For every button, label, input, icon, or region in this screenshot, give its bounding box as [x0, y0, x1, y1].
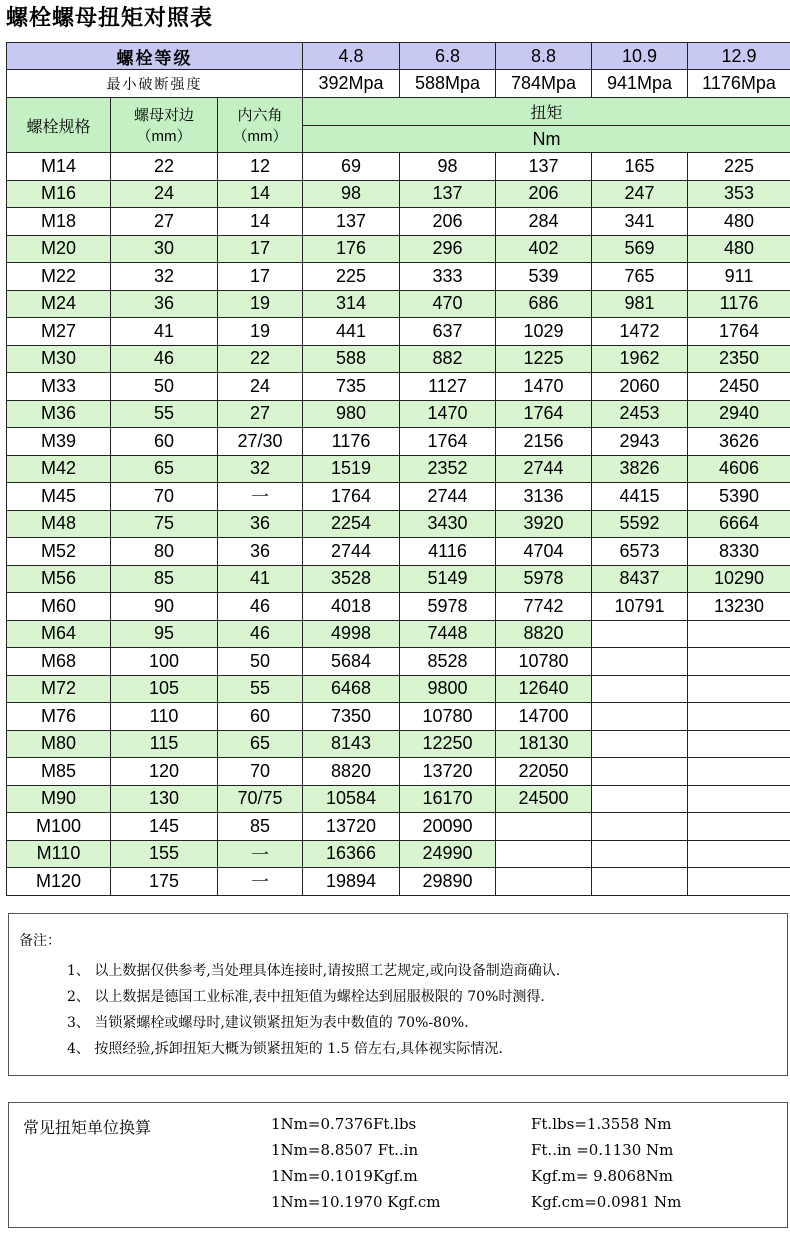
spec-cell: M39: [7, 428, 111, 456]
grade-cell: 4.8: [303, 43, 400, 70]
hex-socket-header: [218, 98, 303, 153]
torque-8-8-cell: 3136: [496, 483, 592, 511]
torque-10-9-cell: [592, 840, 688, 868]
hex-socket-cell: 22: [218, 345, 303, 373]
torque-8-8-cell: 206: [496, 180, 592, 208]
hex-socket-cell: 24: [218, 373, 303, 401]
table-row: [7, 510, 790, 538]
torque-6-8-cell: 24990: [400, 840, 496, 868]
spec-header: 螺栓规格: [7, 98, 111, 153]
conversion-left: 1Nm=8.8507 Ft..in: [271, 1141, 419, 1159]
hex-socket-cell: 46: [218, 620, 303, 648]
torque-4-8-cell: 19894: [303, 868, 400, 896]
torque-4-8-cell: 5684: [303, 648, 400, 676]
torque-6-8-cell: 5978: [400, 593, 496, 621]
torque-unit-header: Nm: [303, 126, 790, 153]
torque-8-8-cell: 7742: [496, 593, 592, 621]
torque-8-8-cell: 24500: [496, 785, 592, 813]
torque-4-8-cell: 441: [303, 318, 400, 346]
spec-cell: M48: [7, 510, 111, 538]
spec-cell: M45: [7, 483, 111, 511]
unit-conversion-box: [8, 1102, 788, 1228]
torque-4-8-cell: 1519: [303, 455, 400, 483]
torque-12-9-cell: 2350: [688, 345, 790, 373]
torque-10-9-cell: [592, 813, 688, 841]
grade-label: 螺栓等级: [7, 43, 303, 70]
torque-6-8-cell: 16170: [400, 785, 496, 813]
torque-12-9-cell: [688, 840, 790, 868]
torque-4-8-cell: 6468: [303, 675, 400, 703]
table-row: [7, 813, 790, 841]
torque-12-9-cell: [688, 730, 790, 758]
hex-socket-cell: 19: [218, 290, 303, 318]
torque-6-8-cell: 1764: [400, 428, 496, 456]
torque-8-8-cell: 2744: [496, 455, 592, 483]
torque-6-8-cell: 29890: [400, 868, 496, 896]
torque-12-9-cell: 480: [688, 208, 790, 236]
torque-12-9-cell: [688, 785, 790, 813]
grade-header-row: [7, 43, 790, 70]
torque-8-8-cell: [496, 813, 592, 841]
torque-10-9-cell: 1962: [592, 345, 688, 373]
torque-6-8-cell: 2744: [400, 483, 496, 511]
torque-6-8-cell: 206: [400, 208, 496, 236]
table-row: [7, 538, 790, 566]
nut-width-cell: 24: [111, 180, 218, 208]
conversion-left: 1Nm=0.1019Kgf.m: [271, 1167, 418, 1185]
spec-cell: M27: [7, 318, 111, 346]
torque-12-9-cell: 1176: [688, 290, 790, 318]
torque-6-8-cell: 20090: [400, 813, 496, 841]
page-title: 螺栓螺母扭矩对照表: [6, 6, 214, 31]
table-row: [7, 648, 790, 676]
conversion-right: Kgf.cm=0.0981 Nm: [531, 1193, 682, 1211]
torque-6-8-cell: 8528: [400, 648, 496, 676]
conversion-heading: 常见扭矩单位换算: [23, 1118, 152, 1137]
table-row: [7, 868, 790, 896]
hex-socket-header-line2: （mm）: [232, 128, 288, 145]
torque-4-8-cell: 7350: [303, 703, 400, 731]
nut-width-cell: 65: [111, 455, 218, 483]
spec-cell: M18: [7, 208, 111, 236]
spec-cell: M36: [7, 400, 111, 428]
torque-12-9-cell: 1764: [688, 318, 790, 346]
spec-cell: M30: [7, 345, 111, 373]
torque-4-8-cell: 1764: [303, 483, 400, 511]
torque-12-9-cell: [688, 620, 790, 648]
nut-width-cell: 115: [111, 730, 218, 758]
torque-4-8-cell: 2254: [303, 510, 400, 538]
torque-6-8-cell: 137: [400, 180, 496, 208]
torque-6-8-cell: 9800: [400, 675, 496, 703]
torque-10-9-cell: [592, 648, 688, 676]
torque-12-9-cell: 353: [688, 180, 790, 208]
torque-12-9-cell: [688, 868, 790, 896]
hex-socket-cell: 41: [218, 565, 303, 593]
torque-8-8-cell: 10780: [496, 648, 592, 676]
nut-width-header: [111, 98, 218, 153]
torque-6-8-cell: 12250: [400, 730, 496, 758]
torque-10-9-cell: [592, 703, 688, 731]
conversion-right: Ft.lbs=1.3558 Nm: [531, 1115, 672, 1133]
nut-width-cell: 60: [111, 428, 218, 456]
table-row: [7, 235, 790, 263]
torque-12-9-cell: 3626: [688, 428, 790, 456]
torque-12-9-cell: [688, 758, 790, 786]
torque-4-8-cell: 1176: [303, 428, 400, 456]
hex-socket-cell: 60: [218, 703, 303, 731]
nut-width-cell: 50: [111, 373, 218, 401]
nut-width-cell: 175: [111, 868, 218, 896]
torque-10-9-cell: 10791: [592, 593, 688, 621]
torque-6-8-cell: 5149: [400, 565, 496, 593]
table-row: [7, 620, 790, 648]
spec-cell: M22: [7, 263, 111, 291]
nut-width-cell: 105: [111, 675, 218, 703]
nut-width-cell: 27: [111, 208, 218, 236]
nut-width-cell: 90: [111, 593, 218, 621]
nut-width-header-line2: （mm）: [136, 128, 192, 145]
spec-cell: M90: [7, 785, 111, 813]
torque-10-9-cell: 765: [592, 263, 688, 291]
spec-cell: M120: [7, 868, 111, 896]
table-row: [7, 345, 790, 373]
torque-8-8-cell: 284: [496, 208, 592, 236]
torque-10-9-cell: 1472: [592, 318, 688, 346]
torque-10-9-cell: 2453: [592, 400, 688, 428]
torque-4-8-cell: 980: [303, 400, 400, 428]
conversion-left: 1Nm=0.7376Ft.lbs: [271, 1115, 417, 1133]
torque-8-8-cell: 2156: [496, 428, 592, 456]
table-row: [7, 785, 790, 813]
nut-width-cell: 22: [111, 153, 218, 181]
note-item: 1、 以上数据仅供参考,当处理具体连接时,请按照工艺规定,或向设备制造商确认.: [67, 963, 561, 979]
conversion-right: Ft..in =0.1130 Nm: [531, 1141, 674, 1159]
torque-6-8-cell: 2352: [400, 455, 496, 483]
hex-socket-cell: 46: [218, 593, 303, 621]
torque-4-8-cell: 4018: [303, 593, 400, 621]
nut-width-cell: 155: [111, 840, 218, 868]
spec-cell: M110: [7, 840, 111, 868]
nut-width-cell: 145: [111, 813, 218, 841]
table-row: [7, 180, 790, 208]
torque-8-8-cell: 1029: [496, 318, 592, 346]
torque-12-9-cell: [688, 648, 790, 676]
torque-10-9-cell: 5592: [592, 510, 688, 538]
table-row: [7, 565, 790, 593]
torque-8-8-cell: 3920: [496, 510, 592, 538]
torque-4-8-cell: 69: [303, 153, 400, 181]
torque-10-9-cell: [592, 785, 688, 813]
torque-10-9-cell: 247: [592, 180, 688, 208]
torque-8-8-cell: 4704: [496, 538, 592, 566]
hex-socket-cell: 一: [218, 483, 303, 511]
hex-socket-cell: 36: [218, 538, 303, 566]
torque-4-8-cell: 735: [303, 373, 400, 401]
table-row: [7, 703, 790, 731]
spec-cell: M52: [7, 538, 111, 566]
torque-4-8-cell: 13720: [303, 813, 400, 841]
table-row: [7, 153, 790, 181]
table-row: [7, 373, 790, 401]
torque-6-8-cell: 1470: [400, 400, 496, 428]
spec-cell: M14: [7, 153, 111, 181]
torque-10-9-cell: 981: [592, 290, 688, 318]
nut-width-cell: 95: [111, 620, 218, 648]
spec-cell: M68: [7, 648, 111, 676]
notes-heading: 备注：: [19, 933, 61, 949]
torque-8-8-cell: 18130: [496, 730, 592, 758]
spec-cell: M60: [7, 593, 111, 621]
torque-4-8-cell: 4998: [303, 620, 400, 648]
torque-8-8-cell: [496, 868, 592, 896]
torque-4-8-cell: 98: [303, 180, 400, 208]
torque-12-9-cell: 480: [688, 235, 790, 263]
torque-6-8-cell: 4116: [400, 538, 496, 566]
torque-10-9-cell: 6573: [592, 538, 688, 566]
hex-socket-cell: 一: [218, 840, 303, 868]
torque-10-9-cell: [592, 675, 688, 703]
torque-10-9-cell: 2943: [592, 428, 688, 456]
torque-6-8-cell: 13720: [400, 758, 496, 786]
torque-6-8-cell: 98: [400, 153, 496, 181]
torque-8-8-cell: 12640: [496, 675, 592, 703]
spec-cell: M20: [7, 235, 111, 263]
hex-socket-cell: 17: [218, 263, 303, 291]
nut-width-cell: 80: [111, 538, 218, 566]
torque-header: 扭矩: [303, 98, 790, 126]
torque-12-9-cell: 4606: [688, 455, 790, 483]
table-row: [7, 483, 790, 511]
torque-8-8-cell: 137: [496, 153, 592, 181]
note-item: 4、 按照经验,拆卸扭矩大概为锁紧扭矩的 1.5 倍左右,具体视实际情况.: [67, 1041, 503, 1057]
torque-6-8-cell: 333: [400, 263, 496, 291]
grade-cell: 8.8: [496, 43, 592, 70]
grade-cell: 10.9: [592, 43, 688, 70]
hex-socket-cell: 70: [218, 758, 303, 786]
torque-10-9-cell: [592, 758, 688, 786]
strength-row: [7, 70, 790, 98]
hex-socket-cell: 27/30: [218, 428, 303, 456]
torque-10-9-cell: [592, 620, 688, 648]
torque-8-8-cell: [496, 840, 592, 868]
spec-cell: M16: [7, 180, 111, 208]
hex-socket-cell: 14: [218, 180, 303, 208]
torque-8-8-cell: 1764: [496, 400, 592, 428]
torque-8-8-cell: 1470: [496, 373, 592, 401]
torque-12-9-cell: 10290: [688, 565, 790, 593]
torque-12-9-cell: [688, 675, 790, 703]
strength-cell: 941Mpa: [592, 70, 688, 98]
torque-8-8-cell: 686: [496, 290, 592, 318]
torque-table: [6, 42, 790, 896]
torque-6-8-cell: 7448: [400, 620, 496, 648]
nut-width-cell: 120: [111, 758, 218, 786]
spec-cell: M85: [7, 758, 111, 786]
nut-width-cell: 130: [111, 785, 218, 813]
torque-8-8-cell: 5978: [496, 565, 592, 593]
note-item: 3、 当锁紧螺栓或螺母时,建议锁紧扭矩为表中数值的 70%-80%.: [67, 1015, 469, 1031]
strength-label: 最小破断强度: [7, 70, 303, 98]
hex-socket-cell: 36: [218, 510, 303, 538]
torque-8-8-cell: 22050: [496, 758, 592, 786]
torque-10-9-cell: [592, 730, 688, 758]
column-header-row: [7, 98, 790, 126]
torque-8-8-cell: 14700: [496, 703, 592, 731]
torque-8-8-cell: 8820: [496, 620, 592, 648]
torque-12-9-cell: 225: [688, 153, 790, 181]
hex-socket-cell: 70/75: [218, 785, 303, 813]
torque-6-8-cell: 296: [400, 235, 496, 263]
torque-12-9-cell: 13230: [688, 593, 790, 621]
torque-10-9-cell: 165: [592, 153, 688, 181]
hex-socket-cell: 50: [218, 648, 303, 676]
torque-12-9-cell: [688, 813, 790, 841]
conversion-right: Kgf.m= 9.8068Nm: [531, 1167, 673, 1185]
torque-6-8-cell: 637: [400, 318, 496, 346]
strength-cell: 588Mpa: [400, 70, 496, 98]
torque-10-9-cell: [592, 868, 688, 896]
torque-4-8-cell: 225: [303, 263, 400, 291]
grade-cell: 6.8: [400, 43, 496, 70]
torque-6-8-cell: 470: [400, 290, 496, 318]
torque-10-9-cell: 3826: [592, 455, 688, 483]
torque-4-8-cell: 8143: [303, 730, 400, 758]
torque-10-9-cell: 4415: [592, 483, 688, 511]
table-row: [7, 290, 790, 318]
hex-socket-cell: 12: [218, 153, 303, 181]
spec-cell: M72: [7, 675, 111, 703]
torque-6-8-cell: 10780: [400, 703, 496, 731]
table-row: [7, 318, 790, 346]
hex-socket-cell: 65: [218, 730, 303, 758]
table-row: [7, 675, 790, 703]
hex-socket-cell: 85: [218, 813, 303, 841]
torque-12-9-cell: 2450: [688, 373, 790, 401]
hex-socket-cell: 17: [218, 235, 303, 263]
torque-4-8-cell: 3528: [303, 565, 400, 593]
table-row: [7, 730, 790, 758]
hex-socket-cell: 14: [218, 208, 303, 236]
table-row: [7, 428, 790, 456]
spec-cell: M64: [7, 620, 111, 648]
torque-4-8-cell: 2744: [303, 538, 400, 566]
torque-12-9-cell: 2940: [688, 400, 790, 428]
table-row: [7, 758, 790, 786]
table-row: [7, 593, 790, 621]
spec-cell: M80: [7, 730, 111, 758]
table-row: [7, 840, 790, 868]
hex-socket-cell: 27: [218, 400, 303, 428]
strength-cell: 392Mpa: [303, 70, 400, 98]
nut-width-cell: 46: [111, 345, 218, 373]
hex-socket-cell: 55: [218, 675, 303, 703]
torque-4-8-cell: 10584: [303, 785, 400, 813]
spec-cell: M24: [7, 290, 111, 318]
torque-4-8-cell: 137: [303, 208, 400, 236]
torque-4-8-cell: 16366: [303, 840, 400, 868]
table-row: [7, 400, 790, 428]
torque-8-8-cell: 402: [496, 235, 592, 263]
nut-width-cell: 75: [111, 510, 218, 538]
hex-socket-header-line1: 内六角: [237, 107, 283, 124]
torque-10-9-cell: 341: [592, 208, 688, 236]
table-row: [7, 455, 790, 483]
torque-6-8-cell: 3430: [400, 510, 496, 538]
torque-4-8-cell: 314: [303, 290, 400, 318]
strength-cell: 1176Mpa: [688, 70, 790, 98]
notes-box: [8, 913, 788, 1076]
torque-6-8-cell: 1127: [400, 373, 496, 401]
torque-10-9-cell: 2060: [592, 373, 688, 401]
strength-cell: 784Mpa: [496, 70, 592, 98]
torque-6-8-cell: 882: [400, 345, 496, 373]
nut-width-cell: 70: [111, 483, 218, 511]
spec-cell: M76: [7, 703, 111, 731]
torque-12-9-cell: 8330: [688, 538, 790, 566]
conversion-left: 1Nm=10.1970 Kgf.cm: [271, 1193, 441, 1211]
torque-12-9-cell: [688, 703, 790, 731]
spec-cell: M33: [7, 373, 111, 401]
note-item: 2、 以上数据是德国工业标准,表中扭矩值为螺栓达到屈服极限的 70%时测得.: [67, 989, 545, 1005]
spec-cell: M56: [7, 565, 111, 593]
nut-width-cell: 41: [111, 318, 218, 346]
nut-width-cell: 110: [111, 703, 218, 731]
torque-8-8-cell: 1225: [496, 345, 592, 373]
hex-socket-cell: 一: [218, 868, 303, 896]
nut-width-cell: 32: [111, 263, 218, 291]
torque-4-8-cell: 8820: [303, 758, 400, 786]
nut-width-cell: 85: [111, 565, 218, 593]
hex-socket-cell: 19: [218, 318, 303, 346]
nut-width-cell: 100: [111, 648, 218, 676]
table-row: [7, 208, 790, 236]
torque-4-8-cell: 176: [303, 235, 400, 263]
torque-12-9-cell: 6664: [688, 510, 790, 538]
nut-width-cell: 30: [111, 235, 218, 263]
torque-8-8-cell: 539: [496, 263, 592, 291]
torque-10-9-cell: 569: [592, 235, 688, 263]
spec-cell: M42: [7, 455, 111, 483]
torque-4-8-cell: 588: [303, 345, 400, 373]
nut-width-cell: 36: [111, 290, 218, 318]
torque-12-9-cell: 911: [688, 263, 790, 291]
hex-socket-cell: 32: [218, 455, 303, 483]
grade-cell: 12.9: [688, 43, 790, 70]
torque-12-9-cell: 5390: [688, 483, 790, 511]
nut-width-header-line1: 螺母对边: [133, 107, 194, 124]
table-row: [7, 263, 790, 291]
torque-10-9-cell: 8437: [592, 565, 688, 593]
spec-cell: M100: [7, 813, 111, 841]
nut-width-cell: 55: [111, 400, 218, 428]
